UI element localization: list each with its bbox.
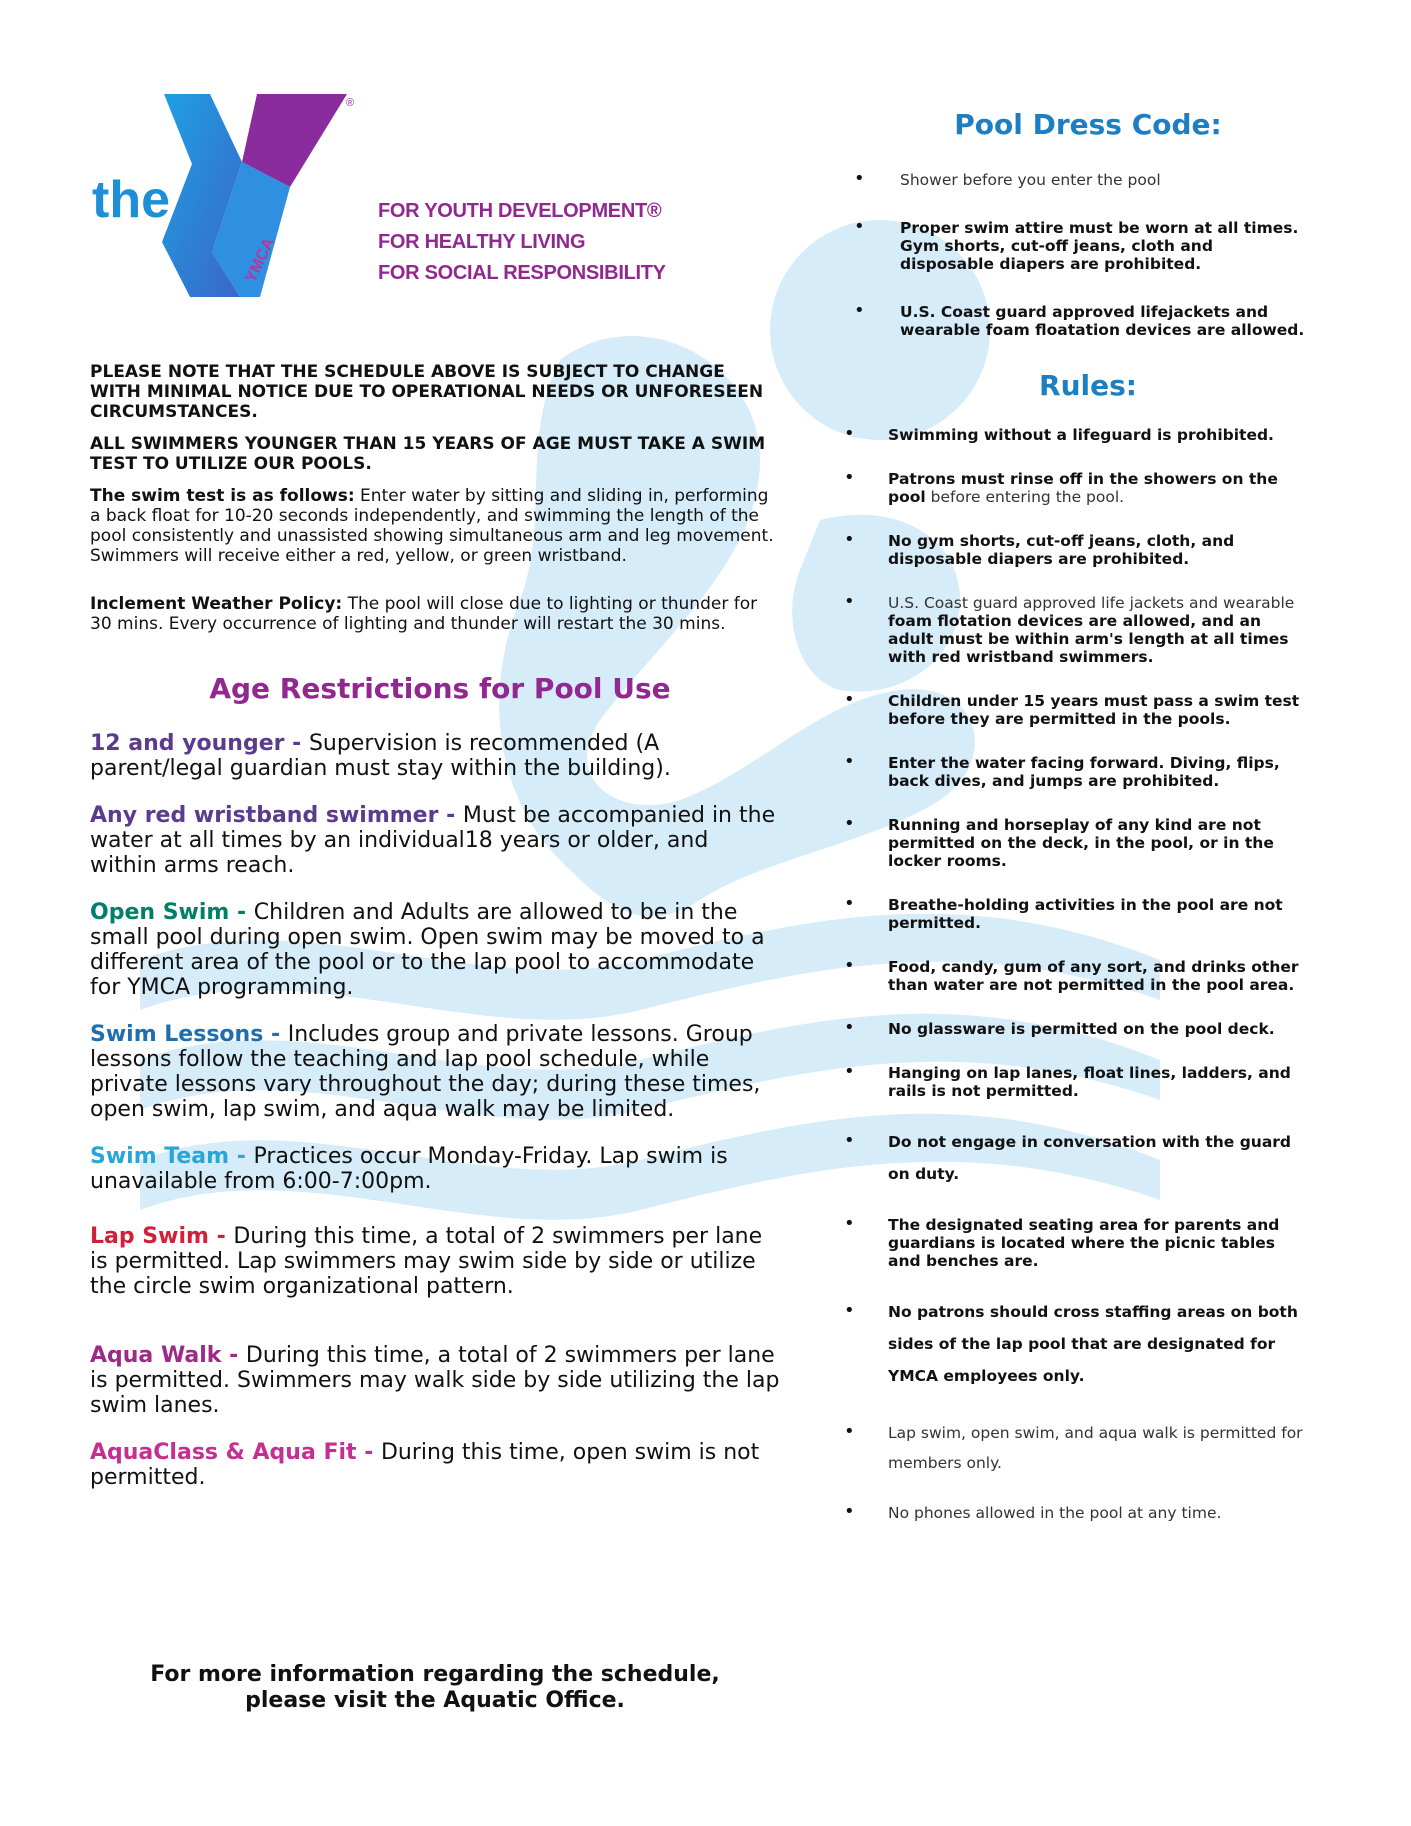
list-item: • No patrons should cross staffing areas on both sides of the lap pool that are designated for YMCA employees only.	[848, 1296, 1308, 1392]
list-item: • U.S. Coast guard approved lifejackets and wearable foam floatation devices are allowed.	[848, 303, 1308, 339]
age-restrictions-title: Age Restrictions for Pool Use	[209, 672, 671, 705]
swim-test-paragraph	[90, 486, 780, 566]
weather-label: Inclement Weather Policy:	[90, 594, 343, 614]
list-item: • Breathe-holding activities in the pool are not permitted.	[848, 896, 1308, 932]
age-item	[90, 1224, 780, 1299]
list-item: • Lap swim, open swim, and aqua walk is permitted for members only.	[848, 1418, 1308, 1478]
schedule-notice: PLEASE NOTE THAT THE SCHEDULE ABOVE IS SUBJECT TO CHANGE WITH MINIMAL NOTICE DUE TO OPERATIONAL NEEDS OR UNFORESEEN CIRCUMSTANCES.	[90, 362, 764, 422]
list-item: • Swimming without a lifeguard is prohibited.	[848, 426, 1308, 444]
age-item-text: Supervision is recommended (A parent/legal guardian must stay within the building).	[90, 731, 671, 781]
age-item	[90, 1343, 780, 1418]
tagline-line-1: FOR YOUTH DEVELOPMENT®	[378, 200, 662, 222]
rules-title: Rules:	[1039, 369, 1137, 402]
list-item: • Food, candy, gum of any sort, and drinks other than water are not permitted in the pool area.	[848, 958, 1308, 994]
list-item: • Do not engage in conversation with the guard on duty.	[848, 1126, 1308, 1190]
list-item: • Children under 15 years must pass a swim test before they are permitted in the pools.	[848, 692, 1308, 728]
age-item-label: Lap Swim -	[90, 1224, 234, 1249]
list-item: • Shower before you enter the pool	[848, 171, 1308, 189]
age-item-label: Swim Team -	[90, 1144, 254, 1169]
age-item	[90, 1440, 780, 1490]
age-item-label: Open Swim -	[90, 900, 254, 925]
list-item: • No gym shorts, cut-off jeans, cloth, and disposable diapers are prohibited.	[848, 532, 1308, 568]
footer-line-2: please visit the Aquatic Office.	[245, 1688, 625, 1713]
right-column	[848, 108, 1308, 1548]
age-item-text: Must be accompanied in the water at all times by an individual18 years or older, and within arms reach.	[90, 803, 776, 878]
weather-text: The pool will close due to lighting or thunder for 30 mins. Every occurrence of lighting and thunder will restart the 30 mins.	[90, 594, 758, 634]
list-item: • Proper swim attire must be worn at all times. Gym shorts, cut-off jeans, cloth and disposable diapers are prohibited.	[848, 219, 1308, 273]
age-item-text: During this time, a total of 2 swimmers per lane is permitted. Lap swimmers may swim side by side or utilize the circle swim organizational pattern.	[90, 1224, 763, 1299]
age-item	[90, 1022, 780, 1122]
age-item-label: 12 and younger -	[90, 731, 309, 756]
age-item-text: Practices occur Monday-Friday. Lap swim is unavailable from 6:00-7:00pm.	[90, 1144, 728, 1194]
swim-test-text: Enter water by sitting and sliding in, performing a back float for 10-20 seconds independently, and swimming the length of the pool consistently and unassisted showing simultaneous arm and leg movement. Swimmers will receive either a red, yellow, or green wristband.	[90, 486, 774, 566]
swim-test-notice: ALL SWIMMERS YOUNGER THAN 15 YEARS OF AGE MUST TAKE A SWIM TEST TO UTILIZE OUR POOLS.	[90, 434, 766, 474]
tagline-line-3: FOR SOCIAL RESPONSIBILITY	[378, 262, 666, 284]
registered-mark: ®	[346, 97, 355, 109]
age-item-label: AquaClass & Aqua Fit -	[90, 1440, 381, 1465]
logo-tagline	[378, 196, 666, 289]
age-item	[90, 1144, 780, 1194]
logo-brand-ymca: YMCA	[242, 235, 278, 286]
dress-code-title: Pool Dress Code:	[954, 108, 1222, 141]
age-item	[90, 803, 780, 878]
age-item-label: Any red wristband swimmer -	[90, 803, 463, 828]
rules-list	[848, 426, 1308, 1522]
footer-note	[90, 1662, 780, 1714]
list-item: • U.S. Coast guard approved life jackets and wearable foam flotation devices are allowed, and an adult must be within arm's length at all times with red wristband swimmers.	[848, 594, 1308, 666]
ymca-logo	[92, 92, 392, 312]
list-item: • Running and horseplay of any kind are not permitted on the deck, in the pool, or in the locker rooms.	[848, 816, 1308, 870]
ymca-y-logo-icon	[92, 92, 392, 312]
list-item: • No glassware is permitted on the pool deck.	[848, 1020, 1308, 1038]
age-item-text: Children and Adults are allowed to be in the small pool during open swim. Open swim may be moved to a different area of the pool or to the lap pool to accommodate for YMCA programming.	[90, 900, 765, 1000]
age-item-text: During this time, a total of 2 swimmers per lane is permitted. Swimmers may walk side by side utilizing the lap swim lanes.	[90, 1343, 780, 1418]
list-item: • Hanging on lap lanes, float lines, ladders, and rails is not permitted.	[848, 1064, 1308, 1100]
left-column	[90, 362, 780, 1512]
logo-word-the: the	[92, 171, 170, 229]
age-item-label: Swim Lessons -	[90, 1022, 288, 1047]
tagline-line-2: FOR HEALTHY LIVING	[378, 231, 586, 253]
weather-paragraph	[90, 594, 780, 634]
age-item-label: Aqua Walk -	[90, 1343, 246, 1368]
age-item	[90, 900, 780, 1000]
dress-code-list	[848, 171, 1308, 339]
age-item	[90, 731, 780, 781]
list-item: • The designated seating area for parents and guardians is located where the picnic tables and benches are.	[848, 1216, 1308, 1270]
age-item-text: During this time, open swim is not permitted.	[90, 1440, 760, 1490]
footer-line-1: For more information regarding the schedule,	[150, 1662, 720, 1687]
age-item-text: Includes group and private lessons. Group lessons follow the teaching and lap pool schedule, while private lessons vary throughout the day; during these times, open swim, lap swim, and aqua walk may be limited.	[90, 1022, 761, 1122]
swim-test-label: The swim test is as follows:	[90, 486, 355, 506]
list-item: • Patrons must rinse off in the showers on the pool before entering the pool.	[848, 470, 1308, 506]
list-item: • No phones allowed in the pool at any time.	[848, 1504, 1308, 1522]
list-item: • Enter the water facing forward. Diving, flips, back dives, and jumps are prohibited.	[848, 754, 1308, 790]
